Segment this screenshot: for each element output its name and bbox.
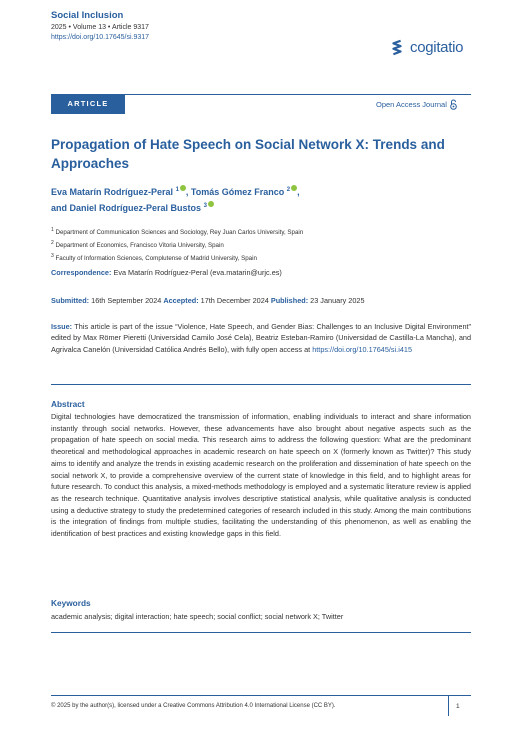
author-and: and (51, 203, 70, 213)
open-access-label (376, 99, 457, 110)
section-rule (51, 384, 471, 385)
article-title: Propagation of Hate Speech on Social Network X: Trends and Approaches (51, 137, 445, 171)
open-access-text: Open Access Journal (376, 100, 447, 109)
accepted-label: Accepted: (163, 296, 199, 305)
keywords-text: academic analysis; digital interaction; hate speech; social conflict; social network X; Twitter (51, 612, 344, 621)
logo-text: cogitatio (410, 38, 464, 56)
author-3-affil: 3 (203, 203, 207, 209)
cogitatio-logo-icon (388, 38, 406, 56)
page-number: 1 (456, 703, 460, 710)
author-list (51, 183, 451, 215)
affiliations (51, 225, 303, 264)
article-tag: ARTICLE (51, 94, 125, 114)
abstract-heading: Abstract (51, 399, 85, 409)
doi-link[interactable]: https://doi.org/10.17645/si.9317 (51, 34, 150, 41)
footer-separator (448, 696, 449, 716)
accepted-date: 17th December 2024 (198, 296, 271, 305)
issue-note (51, 321, 471, 355)
dates-line (51, 296, 365, 305)
cogitatio-logo (388, 36, 486, 58)
affiliation: $^3$ Faculty of Information Sciences, Complutense of Madrid University, Spain (51, 253, 257, 263)
author-3[interactable]: Daniel Rodríguez-Peral Bustos (69, 203, 202, 213)
author-2-affil: 2 (286, 187, 291, 193)
author-2[interactable]: Tomás Gómez Franco (190, 187, 285, 197)
correspondence (51, 268, 282, 277)
journal-name: Social Inclusion (51, 10, 124, 21)
author-separator: , (185, 187, 191, 197)
affiliation: $^1$ Department of Communication Sciences and Sociology, Rey Juan Carlos University, Spain (51, 227, 304, 237)
correspondence-text: Eva Matarín Rodríguez-Peral (eva.matarin@urjc.es) (111, 268, 282, 277)
submitted-date: 16th September 2024 (89, 296, 164, 305)
author-1[interactable]: Eva Matarín Rodríguez-Peral (51, 187, 174, 197)
issue-text: This article is part of the issue “Violence, Hate Speech, and Gender Bias: Challenges to an Inclusive Digital Environment” edited by Max Römer Pieretti (Universidad Camilo José Cela), Beatriz Esteban-Ramiro (Universidad de Castilla-La Mancha), and Agrivalca Canelón (Universidad Católica Andrés Bello), with fully open access at (51, 322, 471, 354)
author-separator: , (297, 187, 300, 197)
author-1-affil: 1 (175, 187, 179, 193)
published-date: 23 January 2025 (308, 296, 365, 305)
footer-rule (51, 695, 471, 696)
license-text: © 2025 by the author(s), licensed under a Creative Commons Attribution 4.0 International License (CC BY). (51, 703, 336, 709)
issue-label: Issue: (51, 322, 73, 331)
publication-meta (51, 23, 149, 43)
section-rule (51, 632, 471, 633)
published-label: Published: (270, 296, 309, 305)
issue-link[interactable]: https://doi.org/10.17645/si.i415 (312, 344, 412, 354)
correspondence-label: Correspondence: (51, 268, 112, 277)
volume-line: 2025 • Volume 13 • Article 9317 (51, 24, 149, 31)
abstract-text: Digital technologies have democratized the transmission of information, enabling individuals to interact and share information instantly through social networks. However, these advancements have also brought about negative aspects such as the propagation of hate speech on social media. This research aims to address the following question: What are the predominant theoretical and methodological approaches in academic research on hate speech on X (formerly known as Twitter)? This study aims to identify and analyze the trends in existing academic research on the proliferation and dissemination of hate speech on the social network X, to provide a comprehensive overview of the current state of knowledge in this field, and to highlight areas for future research. To conduct this analysis, a mixed-methods methodology is employed and a systematic literature review is applied as the research technique. Quantitative analysis involves descriptive statistical analysis, while qualitative analysis is conducted using a deductive strategy to study the predetermined categories of research included in this study. Among the main contributions is the integration of findings from multiple studies, facilitating the understanding of this phenomenon, as well as enabling the identification of best practices and existing knowledge gaps in this field. (51, 412, 471, 539)
submitted-label: Submitted: (51, 296, 90, 305)
affiliation: $^2$ Department of Economics, Francisco Vitoria University, Spain (51, 240, 224, 250)
orcid-icon[interactable] (208, 201, 214, 207)
keywords-heading: Keywords (51, 598, 91, 608)
open-lock-icon (450, 99, 457, 110)
